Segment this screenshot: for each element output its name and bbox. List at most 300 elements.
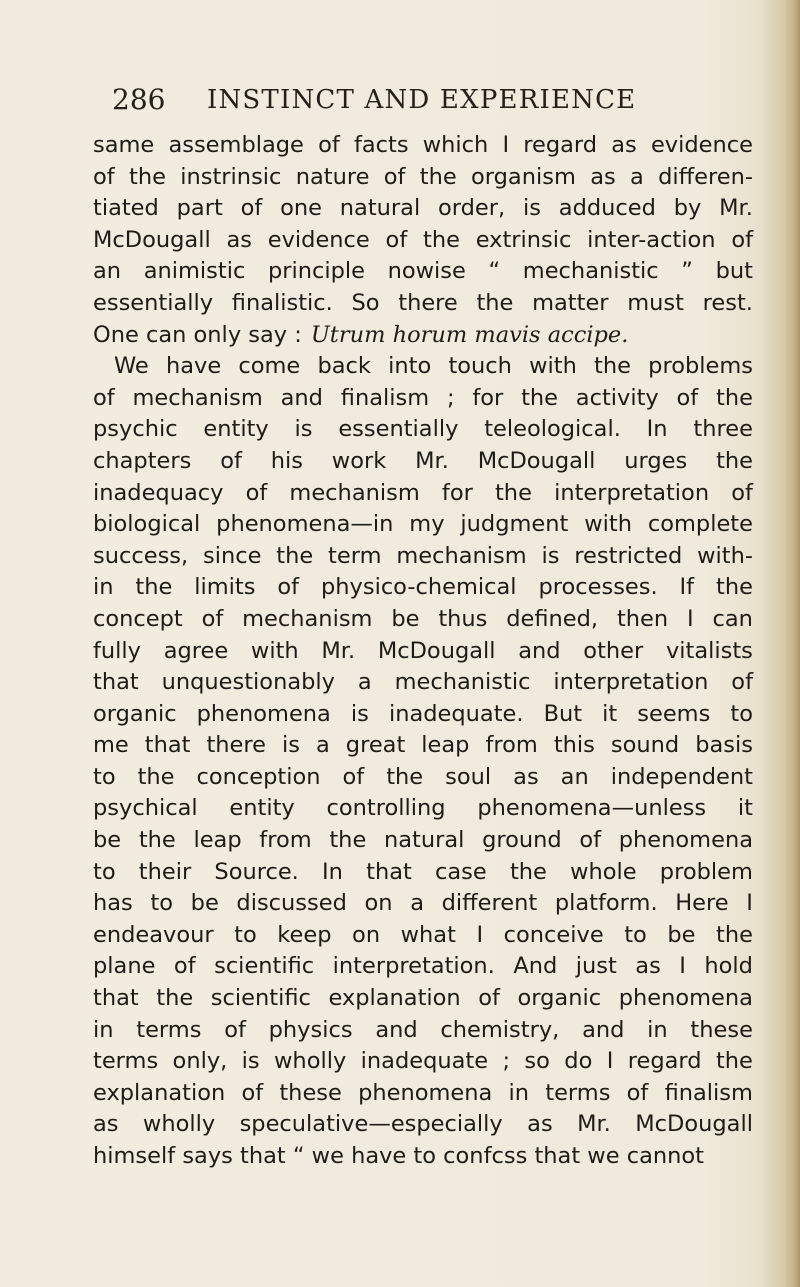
text-line — [93, 730, 753, 762]
word: Mr. — [577, 1111, 611, 1138]
word: finalism — [340, 384, 430, 411]
word: But — [543, 700, 583, 727]
word: sound — [610, 732, 680, 759]
paragraph-first-line — [93, 351, 753, 383]
word: come — [238, 353, 301, 380]
word: which — [422, 132, 489, 158]
word: a — [410, 890, 424, 917]
word: teleological. — [484, 416, 621, 443]
word: but — [715, 258, 753, 285]
word: my — [409, 511, 445, 538]
latin-quotation: Utrum horum mavis accipe. — [310, 321, 629, 348]
word: that — [93, 985, 139, 1012]
text-line — [93, 130, 753, 162]
text-line — [93, 414, 753, 446]
word: phenomena—unless — [477, 795, 707, 822]
word: the — [419, 163, 457, 190]
word: activity — [575, 384, 659, 411]
word: So — [351, 289, 380, 316]
word: phenomena — [618, 985, 753, 1012]
word: I — [746, 890, 753, 917]
word: assemblage — [168, 132, 304, 158]
text-line — [93, 193, 753, 225]
word: Here — [675, 890, 729, 917]
word: entity — [229, 795, 295, 822]
word: physico-chemical — [320, 574, 517, 601]
word: of — [93, 384, 115, 411]
word: to — [93, 858, 116, 885]
word: the — [716, 921, 753, 948]
word: evidence — [267, 226, 370, 253]
word: as — [513, 763, 539, 790]
word: with — [584, 511, 632, 538]
word: of — [731, 479, 753, 506]
word: the — [276, 542, 314, 569]
word: to — [730, 700, 753, 727]
word: natural — [383, 827, 465, 854]
word: restricted — [574, 542, 683, 569]
word: Mr. — [415, 447, 449, 474]
text-line — [93, 920, 753, 952]
word: In — [322, 858, 343, 885]
word: the — [423, 226, 460, 253]
text-line — [93, 383, 753, 415]
text-line — [93, 320, 753, 352]
word: rest. — [702, 289, 753, 316]
word: terms — [545, 1079, 611, 1106]
word: the — [715, 1048, 753, 1075]
word: I — [502, 132, 510, 158]
word: is — [541, 542, 560, 569]
word: the — [716, 447, 753, 474]
word: it — [737, 795, 753, 822]
word: the — [476, 289, 514, 316]
text-line — [93, 288, 753, 320]
word: fully — [93, 637, 141, 664]
word: an — [93, 258, 122, 285]
word: of — [240, 195, 263, 222]
word: controlling — [326, 795, 446, 822]
body-text — [93, 130, 753, 1173]
word: essentially — [338, 416, 459, 443]
word: of — [342, 763, 365, 790]
word: different — [441, 890, 538, 917]
word: soul — [445, 763, 492, 790]
word: same — [93, 132, 155, 158]
word: essentially — [93, 289, 214, 316]
text-line — [93, 793, 753, 825]
text-line — [93, 888, 753, 920]
word: of — [676, 384, 699, 411]
word: as — [635, 953, 661, 980]
text-line — [93, 604, 753, 636]
word: ; — [502, 1048, 511, 1075]
word: conception — [196, 763, 321, 790]
word: is — [241, 1048, 260, 1075]
word: seems — [637, 700, 711, 727]
word: just — [575, 953, 617, 980]
word: McDougall — [93, 226, 211, 253]
word: ; — [446, 384, 455, 411]
word: in — [93, 574, 114, 601]
word: of — [93, 163, 115, 190]
word: the — [137, 763, 175, 790]
word: have — [165, 353, 222, 380]
word: of — [277, 574, 300, 601]
word: be — [391, 605, 420, 632]
word: the — [509, 858, 547, 885]
word: on — [364, 890, 393, 917]
text-line — [93, 446, 753, 478]
text-line — [93, 162, 753, 194]
word: finalism — [664, 1079, 753, 1106]
word: We — [114, 353, 149, 380]
word: nature — [295, 163, 370, 190]
word: on — [352, 921, 381, 948]
word: of — [383, 163, 406, 190]
word: do — [564, 1048, 593, 1075]
word: I — [679, 953, 686, 980]
word: me — [93, 732, 129, 759]
word: the — [156, 985, 194, 1012]
word: as — [527, 1111, 553, 1138]
word: inadequacy — [93, 479, 224, 506]
word: processes. — [538, 574, 658, 601]
word: term — [328, 542, 382, 569]
word: and — [518, 637, 561, 664]
word: phenomena — [358, 1079, 493, 1106]
word: basis — [695, 732, 753, 759]
word: explanation — [93, 1079, 226, 1106]
word: phenomena — [618, 827, 753, 854]
word: matter — [532, 289, 609, 316]
word: thus — [438, 605, 488, 632]
word: as — [226, 226, 252, 253]
text-line — [93, 1141, 753, 1173]
word: conceive — [503, 921, 604, 948]
word: of — [224, 1016, 246, 1043]
word: part — [176, 195, 223, 222]
text-line — [93, 1046, 753, 1078]
word: speculative—especially — [239, 1111, 503, 1138]
running-head — [0, 78, 740, 122]
word: for — [441, 479, 473, 506]
word: the — [716, 574, 753, 601]
word: that — [93, 669, 139, 696]
word: chemistry, — [440, 1016, 560, 1043]
word: interpretation — [554, 479, 710, 506]
word: phenomena — [196, 700, 331, 727]
word: of — [201, 605, 224, 632]
word: mechanism — [289, 479, 420, 506]
word: McDougall — [477, 447, 596, 474]
word: these — [690, 1016, 753, 1043]
word: “ — [488, 258, 501, 285]
word: limits — [194, 574, 256, 601]
word: a — [357, 669, 372, 696]
word: hold — [704, 953, 753, 980]
word: is — [522, 195, 541, 222]
word: is — [294, 416, 313, 443]
word: interpretation — [553, 669, 709, 696]
word: and — [280, 384, 323, 411]
word: tiated — [93, 195, 159, 222]
word: this — [553, 732, 595, 759]
word: explanation — [328, 985, 461, 1012]
word: extrinsic — [475, 226, 572, 253]
text-line — [93, 478, 753, 510]
word: physics — [268, 1016, 353, 1043]
word: concept — [93, 605, 183, 632]
word: inadequate. — [388, 700, 524, 727]
word: plane — [93, 953, 156, 980]
word: of — [241, 1079, 264, 1106]
word: independent — [610, 763, 753, 790]
text-line — [93, 825, 753, 857]
text-line — [93, 699, 753, 731]
word: I — [476, 921, 484, 948]
word: Mr. — [719, 195, 753, 222]
page-number: 286 — [112, 83, 166, 116]
word: from — [485, 732, 538, 759]
word: animistic — [143, 258, 246, 285]
word: of — [318, 132, 340, 158]
word: to — [624, 921, 647, 948]
word: and — [375, 1016, 418, 1043]
word: since — [203, 542, 262, 569]
word: vitalists — [665, 637, 753, 664]
word: I — [687, 605, 694, 632]
word: then — [616, 605, 669, 632]
word: And — [513, 953, 558, 980]
word: organic — [517, 985, 602, 1012]
word: I — [606, 1048, 614, 1075]
word: differen- — [658, 163, 753, 190]
text-line — [93, 983, 753, 1015]
word: mechanism — [242, 605, 373, 632]
word: of — [626, 1079, 649, 1106]
word: evidence — [650, 132, 753, 158]
word: interpretation. — [332, 953, 495, 980]
word: phenomena—in — [216, 511, 394, 538]
word: case — [435, 858, 487, 885]
text-line — [93, 256, 753, 288]
word: a — [315, 732, 330, 759]
word: instrinsic — [180, 163, 282, 190]
word: three — [693, 416, 753, 443]
word: back — [317, 353, 371, 380]
word: in — [508, 1079, 530, 1106]
word: it — [602, 700, 618, 727]
text-line — [93, 951, 753, 983]
word: their — [138, 858, 192, 885]
word: inter-action — [587, 226, 716, 253]
word: that — [144, 732, 191, 759]
word: ground — [482, 827, 562, 854]
word: the — [521, 384, 558, 411]
word: problems — [648, 353, 753, 380]
word: adduced — [558, 195, 656, 222]
word: of — [731, 226, 753, 253]
word: to — [150, 890, 174, 917]
word: judgment — [460, 511, 569, 538]
text-line — [93, 636, 753, 668]
word: entity — [203, 416, 269, 443]
word: be — [190, 890, 219, 917]
word: his — [270, 447, 303, 474]
word: other — [583, 637, 644, 664]
word: discussed — [236, 890, 347, 917]
line-text: himself says that “ we have to confcss that we cannot — [93, 1143, 704, 1169]
word: leap — [421, 732, 470, 759]
word: the — [386, 763, 424, 790]
word: leap — [193, 827, 242, 854]
word: work — [331, 447, 387, 474]
word: wholly — [274, 1048, 347, 1075]
word: with — [250, 637, 299, 664]
word: these — [279, 1079, 342, 1106]
word: be — [93, 827, 122, 854]
word: by — [673, 195, 702, 222]
word: in — [93, 1016, 114, 1043]
word: there — [206, 732, 266, 759]
word: agree — [163, 637, 229, 664]
word: in — [647, 1016, 668, 1043]
word: there — [398, 289, 458, 316]
word: endeavour — [93, 921, 214, 948]
word: from — [259, 827, 312, 854]
word: of — [478, 985, 500, 1012]
word: is — [350, 700, 369, 727]
word: biological — [93, 511, 201, 538]
word: organic — [93, 700, 177, 727]
word: must — [627, 289, 684, 316]
line-text: One can only say : — [93, 321, 302, 348]
text-line — [93, 667, 753, 699]
word: terms — [136, 1016, 202, 1043]
text-line — [93, 762, 753, 794]
text-line — [93, 225, 753, 257]
word: is — [282, 732, 300, 759]
word: as — [590, 163, 616, 190]
word: mechanistic — [522, 258, 659, 285]
word: chapters — [93, 447, 192, 474]
word: a — [630, 163, 644, 190]
running-title: INSTINCT AND EXPERIENCE — [207, 85, 637, 115]
word: of — [579, 827, 602, 854]
word: defined, — [506, 605, 599, 632]
word: that — [366, 858, 412, 885]
word: If — [679, 574, 695, 601]
word: inadequate — [360, 1048, 489, 1075]
word: great — [345, 732, 406, 759]
text-line — [93, 1015, 753, 1047]
word: keep — [277, 921, 332, 948]
word: only, — [172, 1048, 228, 1075]
word: the — [129, 163, 166, 190]
word: with- — [697, 542, 753, 569]
word: touch — [448, 353, 512, 380]
word: of — [385, 226, 408, 253]
word: nowise — [387, 258, 466, 285]
word: platform. — [554, 890, 658, 917]
word: order, — [438, 195, 506, 222]
word: regard — [523, 132, 598, 158]
word: ” — [681, 258, 693, 285]
word: natural — [339, 195, 421, 222]
word: the — [716, 384, 753, 411]
word: facts — [353, 132, 409, 158]
word: be — [667, 921, 696, 948]
word: can — [712, 605, 753, 632]
text-line — [93, 572, 753, 604]
word: the — [138, 827, 176, 854]
word: for — [472, 384, 504, 411]
word: psychical — [93, 795, 198, 822]
word: an — [560, 763, 589, 790]
word: of — [731, 669, 753, 696]
word: finalistic. — [231, 289, 333, 316]
page-edge-shadow — [784, 0, 800, 1287]
word: what — [400, 921, 456, 948]
word: mechanism — [396, 542, 527, 569]
word: terms — [93, 1048, 159, 1075]
word: urges — [624, 447, 688, 474]
word: wholly — [142, 1111, 216, 1138]
word: principle — [267, 258, 365, 285]
word: success, — [93, 542, 189, 569]
word: problem — [659, 858, 753, 885]
word: to — [93, 763, 116, 790]
word: whole — [570, 858, 637, 885]
word: to — [234, 921, 257, 948]
word: has — [93, 890, 133, 917]
word: mechanistic — [394, 669, 531, 696]
text-line — [93, 1078, 753, 1110]
word: as — [93, 1111, 119, 1138]
word: one — [280, 195, 322, 222]
text-line — [93, 857, 753, 889]
word: the — [494, 479, 532, 506]
word: the — [329, 827, 367, 854]
word: Source. — [214, 858, 299, 885]
text-line — [93, 509, 753, 541]
word: and — [582, 1016, 625, 1043]
word: scientific — [214, 953, 315, 980]
word: so — [524, 1048, 550, 1075]
word: scientific — [210, 985, 311, 1012]
word: In — [646, 416, 668, 443]
word: of — [245, 479, 268, 506]
word: of — [220, 447, 242, 474]
text-line — [93, 1109, 753, 1141]
word: as — [611, 132, 637, 158]
word: McDougall — [377, 637, 496, 664]
word: the — [135, 574, 173, 601]
text-line — [93, 541, 753, 573]
word: unquestionably — [161, 669, 335, 696]
word: McDougall — [635, 1111, 753, 1138]
word: mechanism — [132, 384, 263, 411]
word: with — [529, 353, 577, 380]
word: complete — [647, 511, 753, 538]
word: the — [594, 353, 631, 380]
word: regard — [627, 1048, 702, 1075]
word: of — [173, 953, 196, 980]
word: into — [388, 353, 432, 380]
word: psychic — [93, 416, 178, 443]
word: Mr. — [321, 637, 356, 664]
